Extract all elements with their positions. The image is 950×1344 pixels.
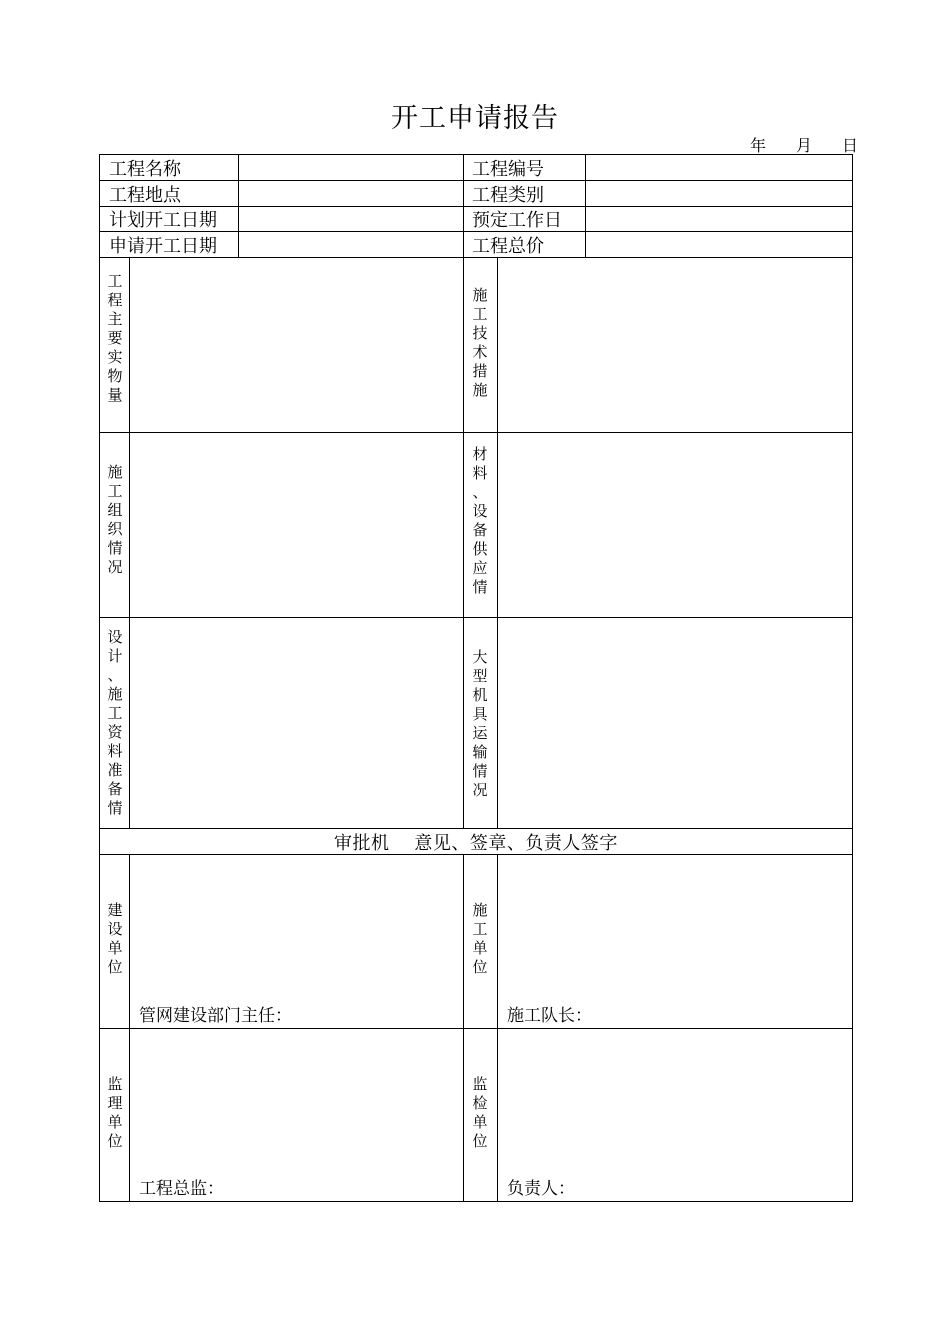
label-char: 具 — [472, 705, 488, 723]
section-row-2 — [99, 433, 853, 618]
label-project-number: 工程编号 — [472, 158, 544, 180]
info-row-1 — [99, 154, 853, 181]
label-char: 程 — [107, 291, 123, 309]
label-char: 建 — [107, 901, 123, 919]
approval-row-2 — [99, 1029, 853, 1202]
vertical-label-technical-measures — [466, 258, 494, 432]
label-char: 、 — [107, 666, 123, 684]
section-row-3 — [99, 618, 853, 829]
label-char: 材 — [472, 445, 488, 463]
label-char: 单 — [107, 939, 123, 957]
supervisor-approval-field[interactable] — [130, 1029, 463, 1201]
label-char: 应 — [472, 559, 488, 577]
label-char: 况 — [107, 558, 123, 576]
label-planned-start-date: 计划开工日期 — [109, 210, 217, 231]
vertical-label-design-docs — [102, 618, 128, 828]
label-char: 实 — [107, 348, 123, 366]
divider — [463, 1029, 464, 1201]
label-char: 备 — [472, 521, 488, 539]
label-char: 况 — [472, 781, 488, 799]
label-char: 工 — [107, 272, 123, 290]
label-char: 型 — [472, 667, 488, 685]
label-char: 主 — [107, 310, 123, 328]
label-char: 监 — [472, 1075, 488, 1093]
quantities-field[interactable] — [130, 258, 463, 432]
label-char: 施 — [107, 463, 123, 481]
label-char: 组 — [107, 501, 123, 519]
label-char: 单 — [472, 1113, 488, 1131]
divider — [463, 618, 464, 828]
label-char: 单 — [472, 939, 488, 957]
project-number-field[interactable] — [586, 155, 852, 180]
contractor-approval-field[interactable] — [498, 855, 852, 1028]
info-row-3 — [99, 207, 853, 232]
label-char: 情 — [472, 762, 488, 780]
label-char: 输 — [472, 743, 488, 761]
label-char: 运 — [472, 724, 488, 742]
label-char: 情 — [107, 539, 123, 557]
label-char: 工 — [472, 305, 488, 323]
label-char: 设 — [472, 502, 488, 520]
date-day: 日 — [841, 136, 858, 155]
total-cost-field[interactable] — [586, 232, 852, 257]
label-char: 施 — [472, 286, 488, 304]
label-char: 织 — [107, 520, 123, 538]
project-location-field[interactable] — [239, 181, 463, 206]
owner-approval-field[interactable] — [130, 855, 463, 1028]
vertical-label-quantities — [102, 258, 128, 432]
technical-measures-field[interactable] — [498, 258, 852, 432]
owner-sign-label: 管网建设部门主任： — [139, 1006, 292, 1026]
supervisor-sign-label: 工程总监： — [139, 1179, 224, 1199]
label-char: 情 — [472, 578, 488, 596]
label-char: 备 — [107, 780, 123, 798]
label-char: 施 — [472, 901, 488, 919]
vertical-label-supervisor — [102, 1029, 128, 1201]
project-name-field[interactable] — [239, 155, 463, 180]
label-char: 位 — [472, 958, 488, 976]
materials-supply-field[interactable] — [498, 433, 852, 617]
label-char: 工 — [107, 482, 123, 500]
label-char: 准 — [107, 761, 123, 779]
vertical-label-contractor — [466, 855, 494, 1028]
label-char: 术 — [472, 343, 488, 361]
date-month: 月 — [795, 136, 812, 155]
planned-start-date-field[interactable] — [239, 207, 463, 231]
divider — [463, 433, 464, 617]
scheduled-workdays-field[interactable] — [586, 207, 852, 231]
approval-header-row — [99, 829, 853, 855]
label-char: 机 — [472, 686, 488, 704]
label-char: 措 — [472, 362, 488, 380]
date-line — [750, 133, 858, 156]
label-project-name: 工程名称 — [109, 158, 181, 180]
label-char: 量 — [107, 386, 123, 404]
label-char: 工 — [472, 920, 488, 938]
contractor-sign-label: 施工队长： — [507, 1006, 592, 1026]
label-char: 施 — [472, 381, 488, 399]
label-char: 监 — [107, 1075, 123, 1093]
label-char: 技 — [472, 324, 488, 342]
label-char: 设 — [107, 628, 123, 646]
label-char: 物 — [107, 367, 123, 385]
label-char: 单 — [107, 1113, 123, 1131]
machinery-transport-field[interactable] — [498, 618, 852, 828]
section-row-1 — [99, 258, 853, 433]
label-char: 理 — [107, 1094, 123, 1112]
vertical-label-materials-supply — [466, 433, 494, 617]
label-scheduled-workdays: 预定工作日 — [472, 210, 562, 231]
label-char: 要 — [107, 329, 123, 347]
label-char: 料 — [107, 742, 123, 760]
inspection-sign-label: 负责人： — [507, 1179, 575, 1199]
label-project-location: 工程地点 — [109, 184, 181, 206]
label-char: 、 — [472, 483, 488, 501]
vertical-label-inspection — [466, 1029, 494, 1201]
label-char: 资 — [107, 723, 123, 741]
page-title: 开工申请报告 — [391, 103, 559, 134]
vertical-label-construction-owner — [102, 855, 128, 1028]
requested-start-date-field[interactable] — [239, 232, 463, 257]
label-char: 检 — [472, 1094, 488, 1112]
label-char: 工 — [107, 704, 123, 722]
label-requested-start-date: 申请开工日期 — [109, 235, 217, 257]
info-row-2 — [99, 181, 853, 207]
label-char: 料 — [472, 464, 488, 482]
label-char: 位 — [107, 958, 123, 976]
label-char: 位 — [472, 1132, 488, 1150]
label-char: 位 — [107, 1132, 123, 1150]
approval-header: 审批机 意见、签章、负责人签字 — [334, 832, 618, 854]
label-project-category: 工程类别 — [472, 184, 544, 206]
organization-field[interactable] — [130, 433, 463, 617]
info-row-4 — [99, 232, 853, 258]
date-year: 年 — [749, 136, 766, 155]
vertical-label-organization — [102, 433, 128, 617]
project-category-field[interactable] — [586, 181, 852, 206]
divider — [463, 855, 464, 1028]
approval-row-1 — [99, 855, 853, 1029]
label-char: 情 — [107, 799, 123, 817]
label-total-cost: 工程总价 — [472, 235, 544, 257]
divider — [463, 258, 464, 432]
label-char: 计 — [107, 647, 123, 665]
design-docs-field[interactable] — [130, 618, 463, 828]
vertical-label-machinery-transport — [466, 618, 494, 828]
label-char: 施 — [107, 685, 123, 703]
label-char: 供 — [472, 540, 488, 558]
inspection-approval-field[interactable] — [498, 1029, 852, 1201]
label-char: 设 — [107, 920, 123, 938]
label-char: 大 — [472, 648, 488, 666]
